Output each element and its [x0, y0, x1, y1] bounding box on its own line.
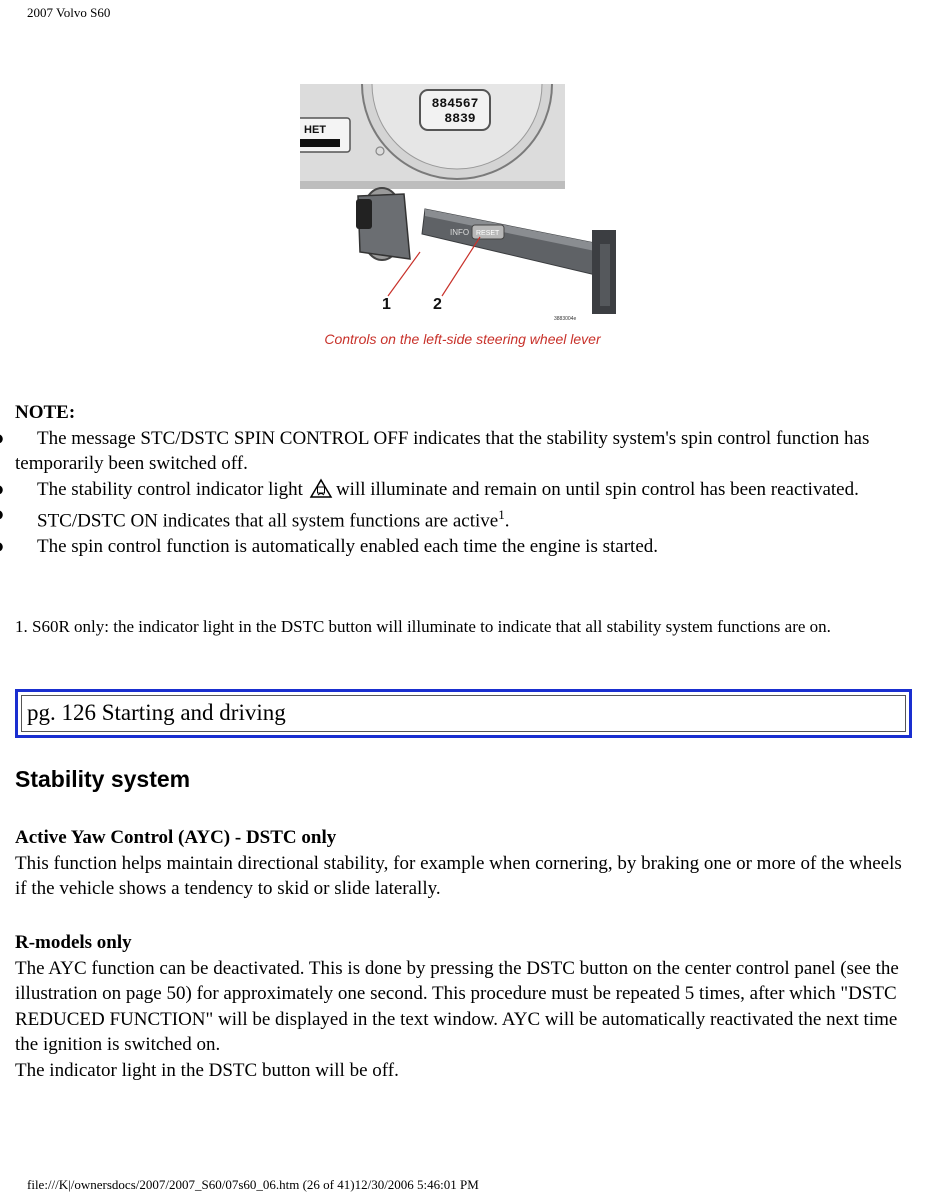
page-header-bar — [15, 689, 912, 738]
ayc-section — [15, 825, 910, 902]
footnote: 1. S60R only: the indicator light in the DSTC button will illuminate to indicate that all stability system functions are on. — [15, 617, 831, 636]
footer-file-path: file:///K|/ownersdocs/2007/2007_S60/07s60_06.htm (26 of 41)12/30/2006 5:46:01 PM — [27, 1177, 479, 1192]
image-code: 3883004e — [554, 316, 577, 322]
callout-label-2: 2 — [433, 296, 442, 313]
note-bullet-4: ● The spin control function is automatically enabled each time the engine is started. — [15, 534, 910, 560]
steering-lever-illustration — [300, 84, 620, 354]
lever-reset-label: RESET — [476, 230, 500, 237]
note-section — [15, 400, 910, 559]
odometer-bottom-text: 8839 — [444, 111, 476, 126]
footnote-marker: 1 — [498, 507, 505, 522]
figure-caption: Controls on the left-side steering wheel lever — [324, 331, 601, 347]
note-bullet-3-text: STC/DSTC ON indicates that all system functions are active — [37, 510, 499, 532]
note-heading: NOTE: — [15, 402, 76, 423]
note-bullet-1: ● The message STC/DSTC SPIN CONTROL OFF indicates that the stability system's spin control function has temporarily been switched off. — [15, 426, 910, 477]
note-bullet-3-after: . — [504, 510, 510, 532]
rmodels-section — [15, 930, 910, 1083]
note-bullet-2-before: The stability control indicator light — [37, 478, 303, 500]
note-bullet-2 — [15, 477, 910, 503]
ayc-heading: Active Yaw Control (AYC) - DSTC only — [15, 827, 337, 848]
page-header-text: pg. 126 Starting and driving — [21, 695, 906, 732]
odometer-top-text: 884567 — [431, 96, 479, 111]
steering-lever-drawing — [300, 84, 620, 334]
callout-label-1: 1 — [382, 296, 391, 313]
stability-warning-icon — [309, 478, 333, 499]
ayc-body: This function helps maintain directional stability, for example when cornering, by braking one or more of the wheels if the vehicle shows a tendency to skid or slide laterally. — [15, 852, 902, 899]
callout-line-2 — [442, 237, 480, 296]
lever-info-label: INFO — [450, 228, 470, 237]
rmodels-body-2: The indicator light in the DSTC button will be off. — [15, 1059, 399, 1081]
header-title: 2007 Volvo S60 — [27, 5, 111, 20]
rmodels-body: The AYC function can be deactivated. This is done by pressing the DSTC button on the center control panel (see the illustration on page 50) for approximately one second. This procedure must be repeated 5 times, after which "DSTC REDUCED FUNCTION" will be displayed in the text window. AYC will be automatically reactivated the next time the ignition is switched on. — [15, 957, 899, 1055]
panel-label-text: HET — [304, 124, 326, 136]
rmodels-heading: R-models only — [15, 932, 132, 953]
note-bullet-list — [15, 426, 910, 560]
note-bullet-2-after: will illuminate and remain on until spin control has been reactivated. — [335, 478, 859, 500]
note-bullet-3 — [15, 502, 910, 534]
section-heading: Stability system — [15, 766, 191, 792]
